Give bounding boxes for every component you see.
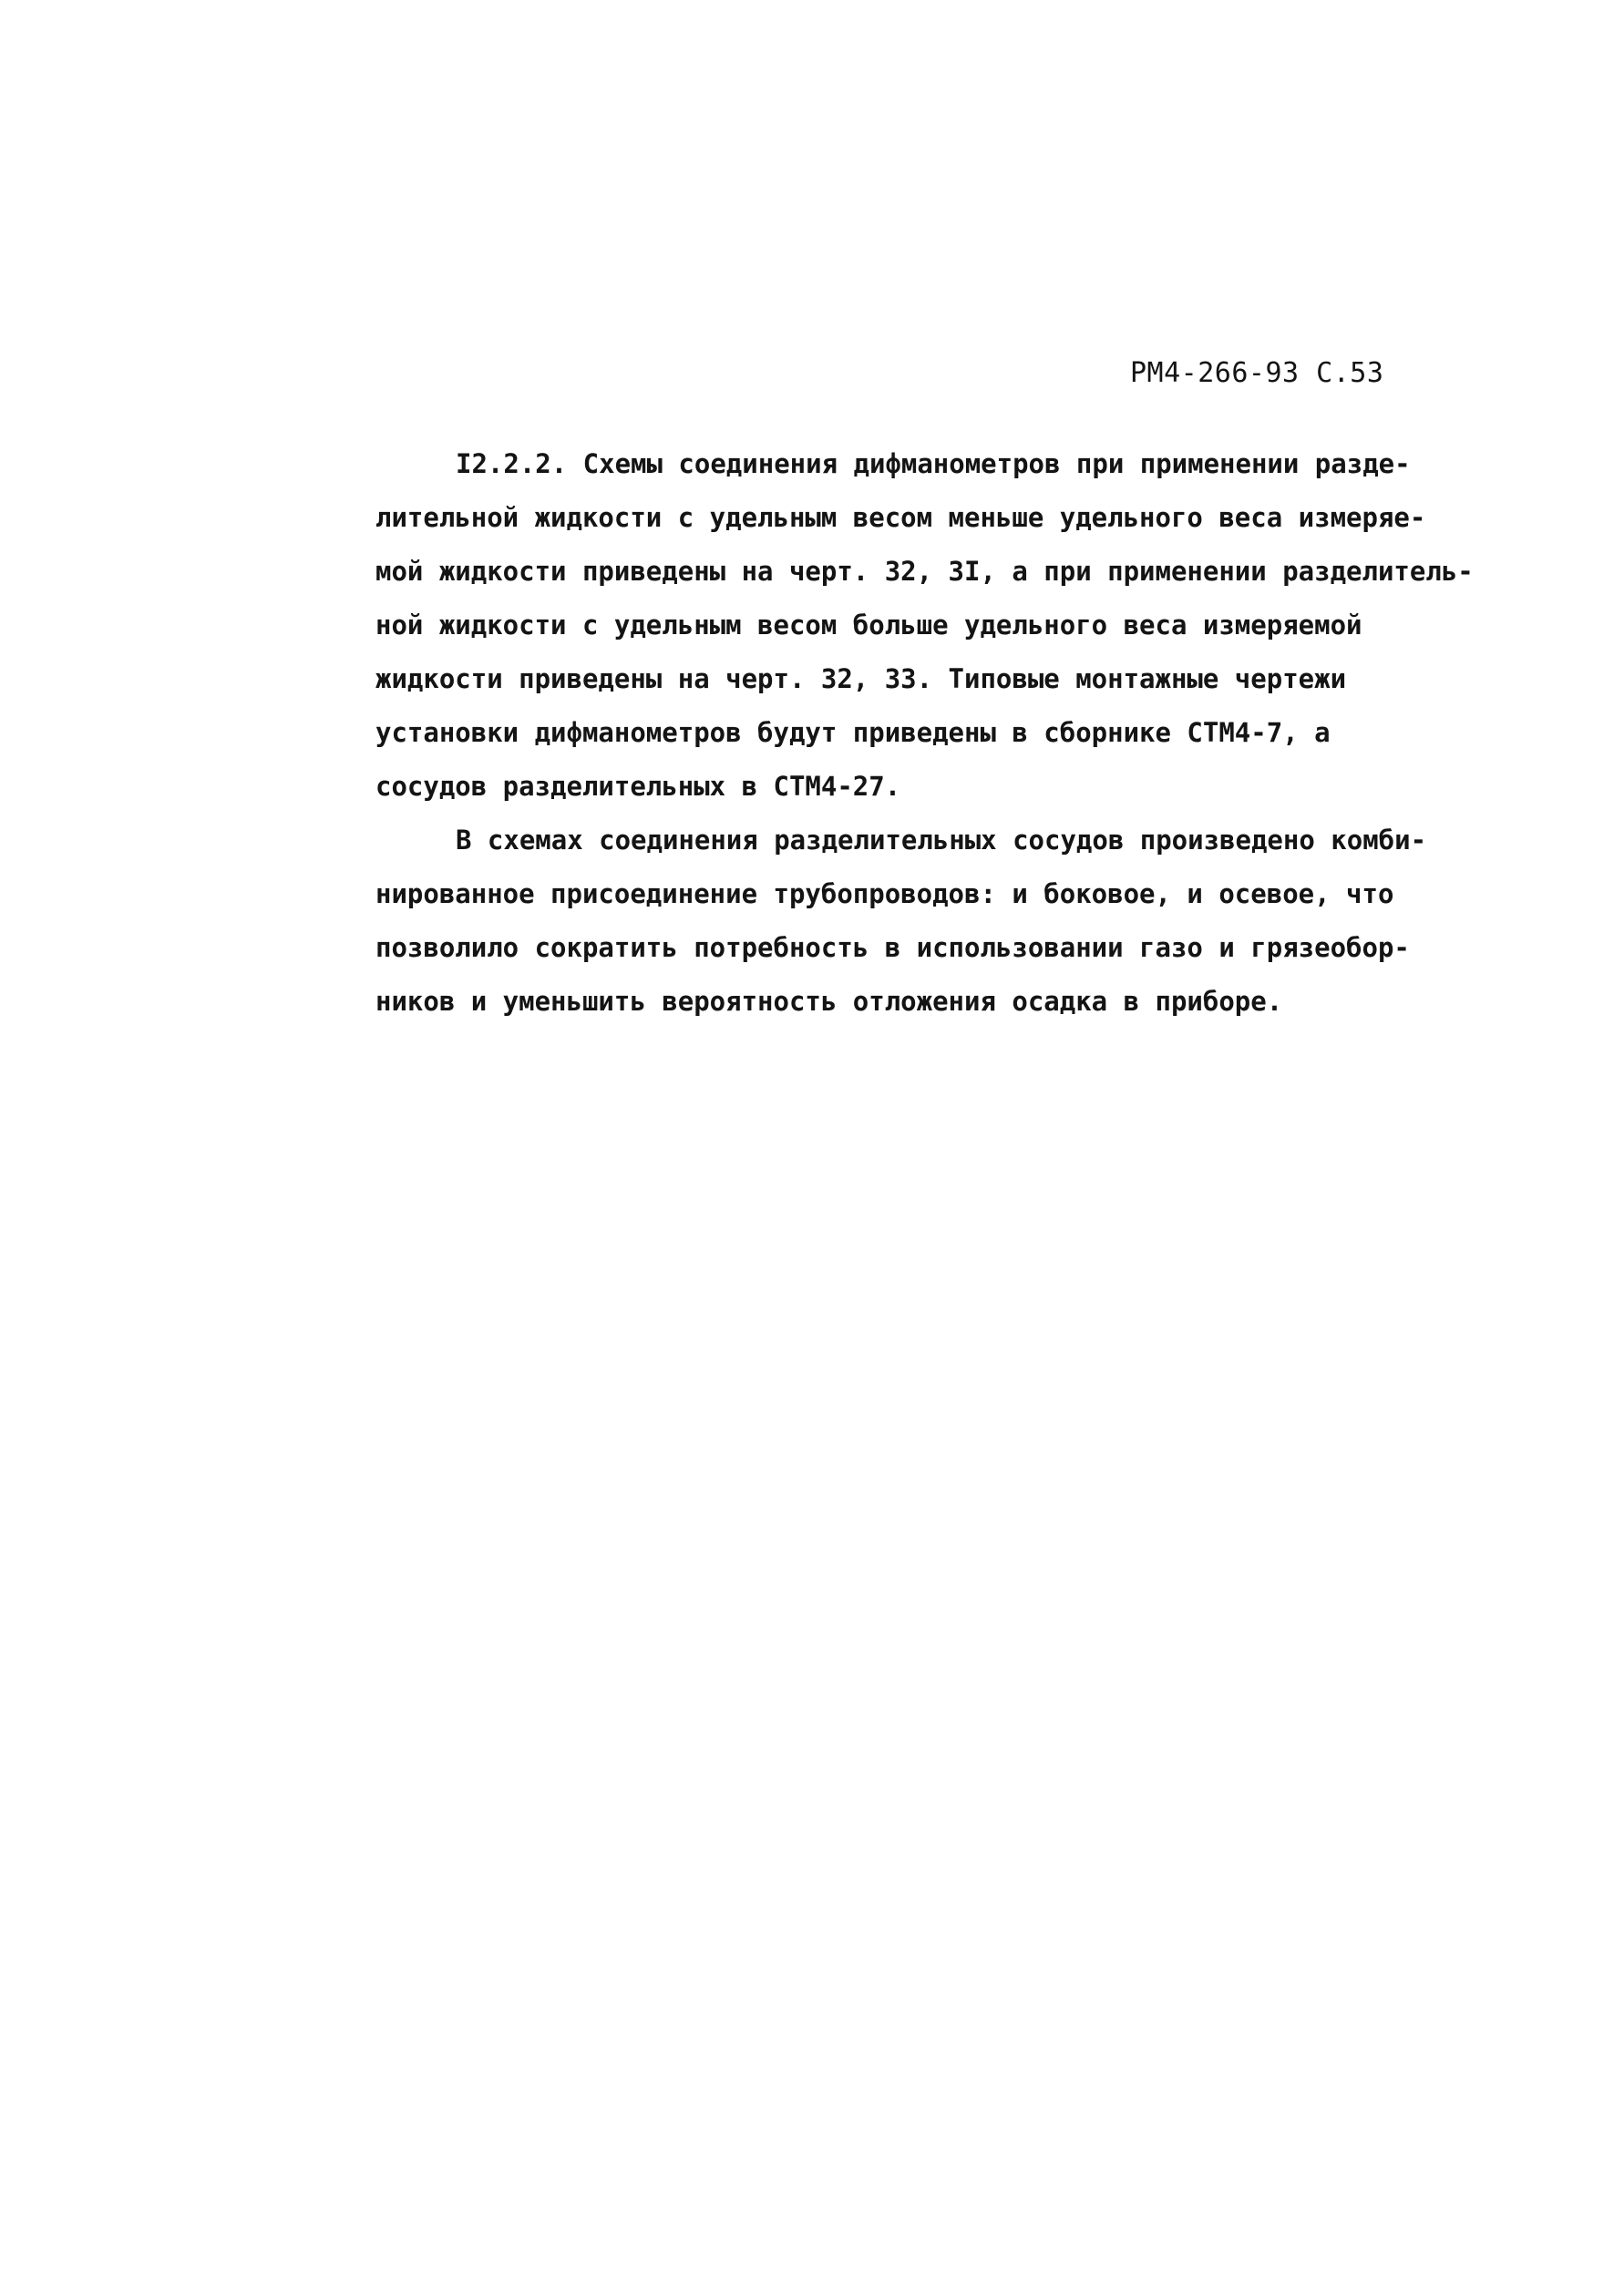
- paragraph-line: позволило сократить потребность в использовании газо и грязеобор-: [375, 932, 1410, 963]
- paragraph-line: В схемах соединения разделительных сосудов произведено комби-: [456, 825, 1427, 856]
- paragraph-line: установки дифманометров будут приведены в сборнике СТМ4-7, а: [375, 717, 1331, 748]
- paragraph-line: ников и уменьшить вероятность отложения осадка в приборе.: [375, 986, 1283, 1017]
- paragraph-line: ной жидкости с удельным весом больше удельного веса измеряемой: [375, 610, 1362, 641]
- paragraph-line: сосудов разделительных в СТМ4-27.: [375, 771, 901, 802]
- paragraph-line: лительной жидкости с удельным весом меньше удельного веса измеряе-: [375, 502, 1426, 533]
- paragraph-line: нированное присоединение трубопроводов: и боковое, и осевое, что: [375, 878, 1394, 909]
- paragraph-2: [375, 814, 1560, 1029]
- paragraph-line: жидкости приведены на черт. 32, 33. Типовые монтажные чертежи: [375, 663, 1347, 694]
- paragraph-1: [375, 437, 1560, 814]
- paragraph-line: I2.2.2. Схемы соединения дифманометров при применении разде-: [456, 448, 1411, 479]
- page-header-reference: РМ4-266-93 С.53: [1130, 357, 1384, 389]
- document-body: [375, 437, 1560, 1029]
- paragraph-line: мой жидкости приведены на черт. 32, 3I, а при применении разделитель-: [375, 556, 1474, 587]
